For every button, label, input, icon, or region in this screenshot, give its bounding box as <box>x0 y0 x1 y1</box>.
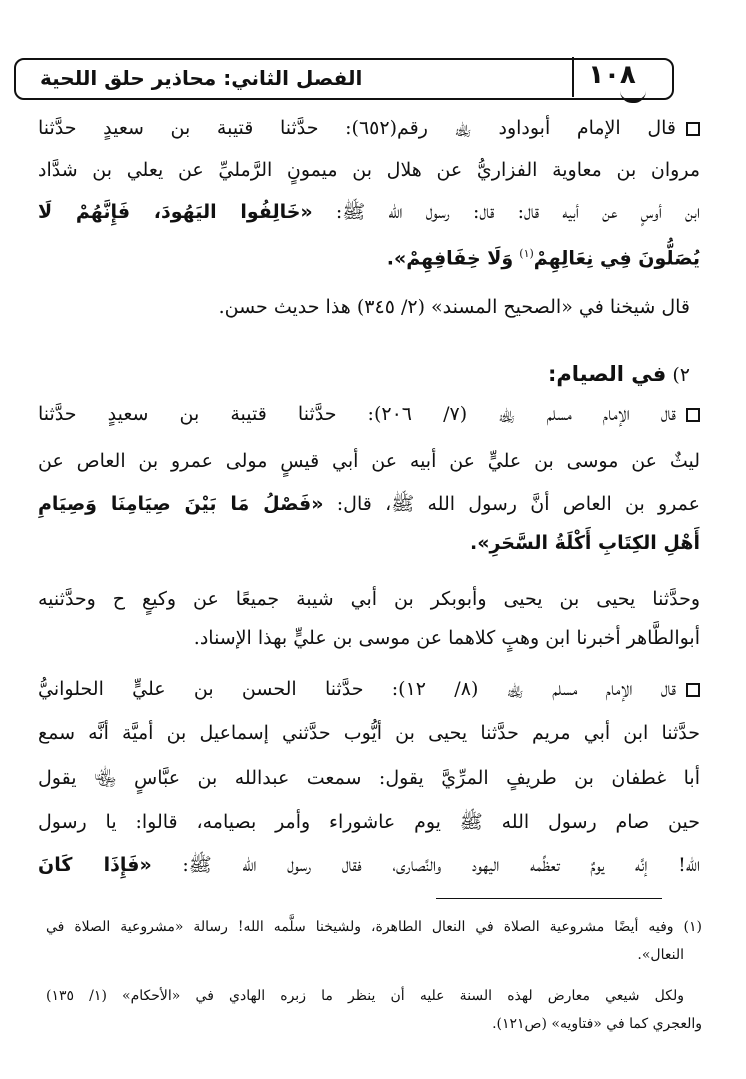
hadith-1-matn: «خَالِفُوا اليَهُودَ، فَإِنَّهُمْ لَا <box>38 201 313 223</box>
chapter-title: الفصل الثاني: محاذير حلق اللحية <box>40 66 363 90</box>
hadith-3-line-1: قال الإمام مسلم ﵀ (٨/ ١٢): حدَّثنا الحسن بن عليٍّ الحلوانيُّ <box>38 673 700 705</box>
footnote-marker: (١) <box>519 247 534 260</box>
hadith-2-matn: «فَصْلُ مَا بَيْنَ صِيَامِنَا وَصِيَامِ <box>38 493 324 515</box>
footnote-1-line-1: (١) وفيه أيضًا مشروعية الصلاة في النعال الطاهرة، ولشيخنا سلَّمه الله! رسالة «مشروعية الصلاة في <box>46 919 702 935</box>
footnote-1-line-3: ولكل شيعي معارض لهذه السنة عليه أن ينظر ما زبره الهادي في «الأحكام» (١/ ١٣٥) <box>46 988 684 1004</box>
paragraph-2-line-2: أبوالطَّاهر أخبرنا ابن وهبٍ كلاهما عن موسى بن عليٍّ بهذا الإسناد. <box>193 627 700 649</box>
section-number: ٢) <box>672 364 690 386</box>
hadith-3-line-5: الله! إنَّه يومٌ تعظِّمه اليهود والنَّصارى، فقال رسول الله ﷺ: «فَإِذَا كَانَ <box>38 854 700 876</box>
checkbox-bullet-icon <box>686 408 700 422</box>
hadith-3-line-3: أبا غطفان بن طريفٍ المرِّيَّ يقول: سمعت عبدالله بن عبَّاسٍ ﵄ يقول <box>38 767 700 789</box>
checkbox-bullet-icon <box>686 122 700 136</box>
hadith-1-line-4: يُصَلُّونَ فِي نِعَالِهِمْ$^{(١)}$ وَلَا خِفَافِهِمْ». <box>386 247 700 270</box>
hadith-2-line-4: أَهْلِ الكِتَابِ أَكْلَةُ السَّحَرِ». <box>470 532 700 554</box>
hadith-3-matn: «فَإِذَا كَانَ <box>38 854 152 876</box>
hadith-1-line-2: مروان بن معاوية الفزاريُّ عن هلال بن ميمونٍ الرَّمليِّ عن يعلي بن شدَّاد <box>38 159 700 181</box>
footnote-1-line-4: والعجري كما في «فتاويه» (ص١٢١). <box>492 1016 702 1032</box>
paragraph-2-line-1: وحدَّثنا يحيى بن يحيى وأبوبكر بن أبي شيبة جميعًا عن وكيعٍ ح وحدَّثنيه <box>38 588 700 610</box>
hadith-1-line-3: ابن أوسٍ عن أبيه قال: قال: رسول الله ﷺ: «خَالِفُوا اليَهُودَ، فَإِنَّهُمْ لَا <box>38 201 700 223</box>
hadith-2-line-3: عمرو بن العاص أنَّ رسول الله ﷺ، قال: «فَصْلُ مَا بَيْنَ صِيَامِنَا وَصِيَامِ <box>38 493 700 515</box>
footnote-1-line-2: النعال». <box>637 947 684 963</box>
page-number: ١٠٨ <box>572 57 650 97</box>
hadith-3-line-2: حدَّثنا ابن أبي مريم حدَّثنا يحيى بن أيُّوب حدَّثني إسماعيل بن أميَّة أنَّه سمع <box>38 722 700 744</box>
footnote-separator <box>436 898 662 899</box>
hadith-1-grading: قال شيخنا في «الصحيح المسند» (٢/ ٣٤٥) هذا حديث حسن. <box>218 296 690 318</box>
hadith-2-line-1: قال الإمام مسلم ﵀ (٧/ ٢٠٦): حدَّثنا قتيبة بن سعيدٍ حدَّثنا <box>38 398 700 430</box>
hadith-2-line-2: ليثٌ عن موسى بن عليٍّ عن أبيه عن أبي قيسٍ مولى عمرو بن العاص عن <box>38 450 700 472</box>
section-heading <box>38 358 700 391</box>
checkbox-bullet-icon <box>686 683 700 697</box>
section-title: في الصيام: <box>547 362 667 386</box>
page-number-ornament <box>620 88 646 103</box>
hadith-1-line-1: قال الإمام أبوداود ﵀ رقم(٦٥٢): حدَّثنا قتيبة بن سعيدٍ حدَّثنا <box>38 112 700 144</box>
hadith-3-line-4: حين صام رسول الله ﷺ يوم عاشوراء وأمر بصيامه، قالوا: يا رسول <box>38 811 700 833</box>
